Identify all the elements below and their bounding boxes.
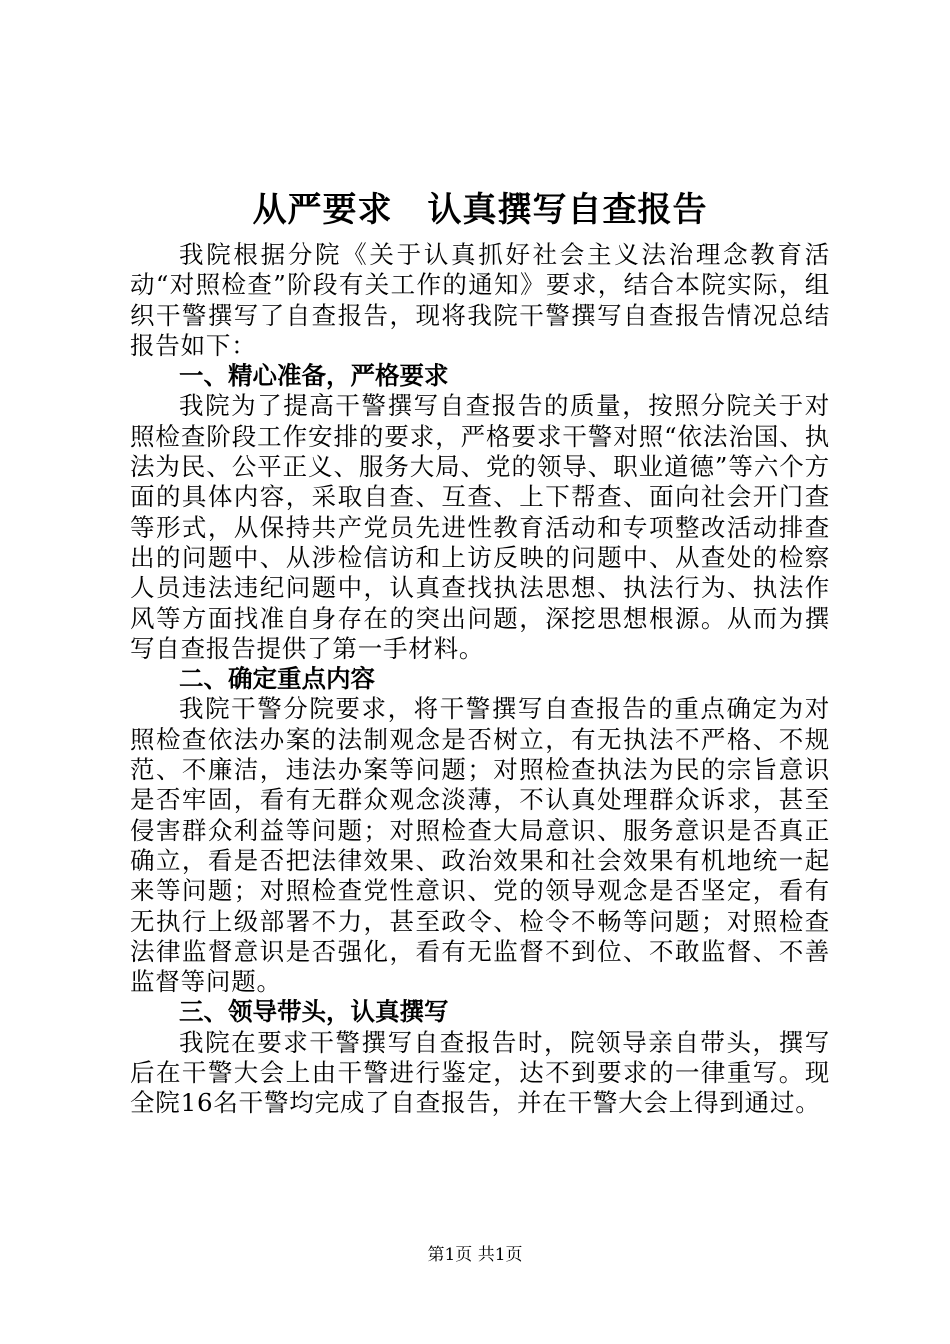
section-1-heading: 一、精心准备，严格要求 (179, 361, 449, 391)
section-3-heading: 三、领导带头，认真撰写 (179, 997, 449, 1027)
section-2-body: 我院干警分院要求，将干警撰写自查报告的重点确定为对照检查依法办案的法制观念是否树立，有无执法不严格、不规范、不廉洁，违法办案等问题；对照检查执法为民的宗旨意识是否牢固，看有无群众观念淡薄，不认真处理群众诉求，甚至侵害群众利益等问题；对照检查大局意识、服务意识是否真正确立，看是否把法律效果、政治效果和社会效果有机地统一起来等问题；对照检查党性意识、党的领导观念是否坚定，看有无执行上级部署不力，甚至政令、检令不畅等问题；对照检查法律监督意识是否强化，看有无监督不到位、不敢监督、不善监督等问题。 (130, 694, 830, 997)
document-title: 从严要求 认真撰写自查报告 (252, 190, 708, 230)
page-number-footer: 第1页 共1页 (427, 1245, 523, 1265)
section-1-body: 我院为了提高干警撰写自查报告的质量，按照分院关于对照检查阶段工作安排的要求，严格要求干警对照“依法治国、执法为民、公平正义、服务大局、党的领导、职业道德”等六个方面的具体内容，采取自查、互查、上下帮查、面向社会开门查等形式，从保持共产党员先进性教育活动和专项整改活动排查出的问题中、从涉检信访和上访反映的问题中、从查处的检察人员违法违纪问题中，认真查找执法思想、执法行为、执法作风等方面找准自身存在的突出问题，深挖思想根源。从而为撰写自查报告提供了第一手材料。 (130, 391, 830, 663)
section-3-body: 我院在要求干警撰写自查报告时，院领导亲自带头，撰写后在干警大会上由干警进行鉴定，达不到要求的一律重写。现全院16名干警均完成了自查报告，并在干警大会上得到通过。 (130, 1027, 830, 1118)
intro-paragraph: 我院根据分院《关于认真抓好社会主义法治理念教育活动“对照检查”阶段有关工作的通知》要求，结合本院实际，组织干警撰写了自查报告，现将我院干警撰写自查报告情况总结报告如下： (130, 240, 830, 360)
section-2-heading: 二、确定重点内容 (179, 664, 375, 694)
document-page (130, 182, 830, 1119)
